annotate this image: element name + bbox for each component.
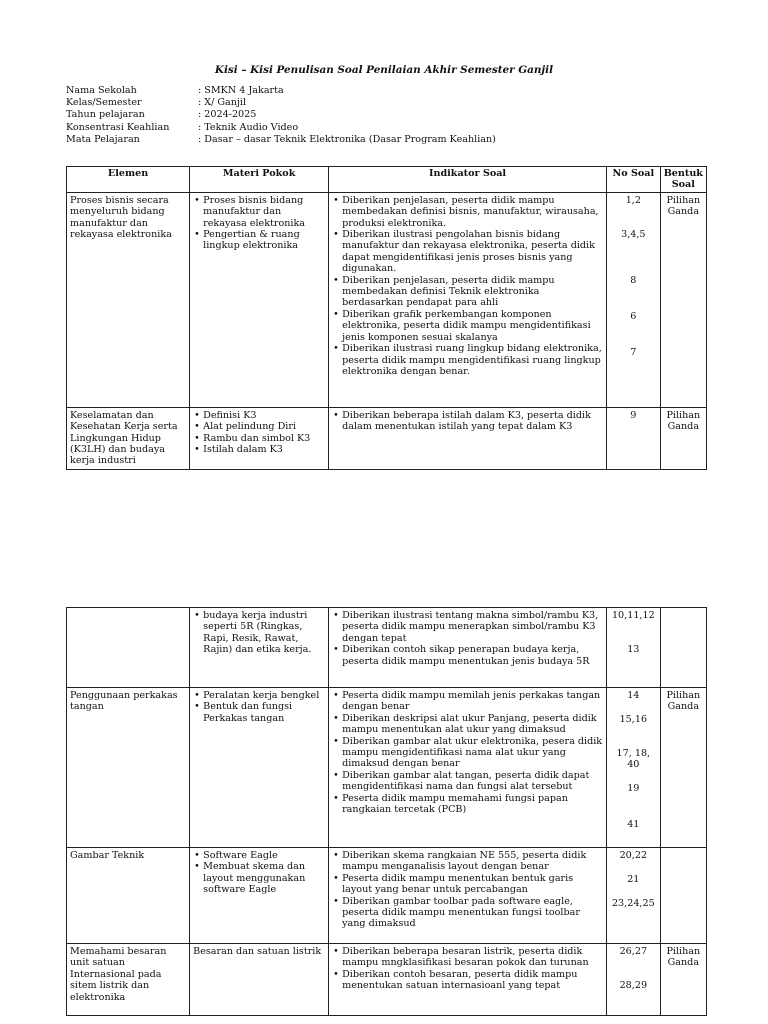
materi-item: • Bentuk dan fungsi Perkakas tangan [203,701,325,724]
header-materi: Materi Pokok [190,167,329,193]
indikator-item: • Diberikan gambar alat tangan, peserta didik dapat mengidentifikasi nama dan fungsi alat tersebut [342,770,603,793]
kisi-table-page-1 [66,166,707,470]
bentuk-soal-cell: Pilihan Ganda [660,944,706,1016]
bentuk-soal-cell: Pilihan Ganda [660,192,706,407]
indikator-item: • Diberikan deskripsi alat ukur Panjang, peserta didik mampu menentukan alat ukur yang dimaksud [342,713,603,736]
indikator-item: • Diberikan gambar toolbar pada software eagle, peserta didik mampu menentukan fungsi toolbar yang dimaksud [342,896,603,930]
elemen-cell: Keselamatan dan Kesehatan Kerja serta Lingkungan Hidup (K3LH) dan budaya kerja industri [67,407,190,469]
no-soal-value: 23,24,25 [611,898,655,909]
header-elemen: Elemen [67,167,190,193]
no-soal-value: 41 [627,819,640,830]
no-soal-value: 17, 18, 40 [616,748,651,771]
no-soal-value: 13 [627,644,640,655]
indikator-item: • Diberikan contoh besaran, peserta didik mampu menentukan satuan internasioanl yang tepat [342,969,603,992]
document-title: Kisi – Kisi Penulisan Soal Penilaian Akhir Semester Ganjil [214,64,554,76]
bentuk-soal-cell [660,608,706,688]
materi-item: • Alat pelindung Diri [203,421,325,432]
header-indikator: Indikator Soal [329,167,607,193]
header-no-soal: No Soal [606,167,660,193]
materi-cell [190,192,329,407]
indikator-item: • Diberikan gambar alat ukur elektronika, pesera didik mampu mengidentifikasi nama alat ukur yang dimaksud dengan benar [342,736,603,770]
info-value: : Teknik Audio Video [198,121,299,133]
info-value: : 2024-2025 [198,109,257,121]
elemen-cell: Gambar Teknik [67,848,190,944]
indikator-item: • Diberikan skema rangkaian NE 555, peserta didik mampu menganalisis layout dengan benar [342,850,603,873]
materi-cell [190,608,329,688]
bentuk-soal-cell: Pilihan Ganda [660,407,706,469]
indikator-item: • Diberikan penjelasan, peserta didik mampu membedakan definisi bisnis, manufaktur, wirausaha, produksi elektronika. [342,195,603,229]
materi-item: • Rambu dan simbol K3 [203,433,325,444]
table-header-row [67,167,707,193]
indikator-cell [329,848,607,944]
materi-item: • Definisi K3 [203,410,325,421]
no-soal-value: 21 [627,874,640,885]
elemen-cell: Proses bisnis secara menyeluruh bidang manufaktur dan rekayasa elektronika [67,192,190,407]
no-soal-cell [606,407,660,469]
materi-item: • Pengertian & ruang lingkup elektronika [203,229,325,252]
no-soal-value: 8 [630,274,637,286]
no-soal-value: 20,22 [619,850,648,861]
info-label: Konsentrasi Keahlian [66,121,170,133]
info-label: Nama Sekolah [66,85,137,96]
table-row [67,608,707,688]
indikator-item: • Diberikan beberapa besaran listrik, peserta didik mampu mngklasifikasi besaran pokok dan turunan [342,946,603,969]
no-soal-value: 10,11,12 [611,610,655,621]
materi-item: • budaya kerja industri seperti 5R (Ringkas, Rapi, Resik, Rawat, Rajin) dan etika kerja. [203,610,325,656]
elemen-cell: Memahami besaran unit satuan Internasional pada sitem listrik dan elektronika [67,944,190,1016]
indikator-item: • Diberikan ilustrasi tentang makna simbol/rambu K3, peserta didik mampu menerapkan simbol/rambu K3 dengan tepat [342,610,603,644]
materi-item: • Membuat skema dan layout menggunakan software Eagle [203,861,325,895]
materi-item: • Proses bisnis bidang manufaktur dan rekayasa elektronika [203,195,325,229]
info-label: Kelas/Semester [66,97,142,109]
elemen-cell: Penggunaan perkakas tangan [67,688,190,848]
no-soal-value: 14 [627,690,640,701]
no-soal-value: 15,16 [619,714,648,725]
indikator-item: • Diberikan beberapa istilah dalam K3, peserta didik dalam menentukan istilah yang tepat dalam K3 [342,410,603,433]
no-soal-value: 7 [630,346,637,358]
info-row [66,85,706,97]
table-row [67,192,707,407]
materi-item: • Istilah dalam K3 [203,444,325,455]
materi-item: • Peralatan kerja bengkel [203,690,325,701]
no-soal-cell [606,688,660,848]
indikator-cell [329,944,607,1016]
no-soal-value: 19 [627,783,640,794]
info-row [66,122,706,134]
no-soal-value: 1,2 [625,194,641,206]
table-row [67,848,707,944]
indikator-item: • Peserta didik mampu memilah jenis perkakas tangan dengan benar [342,690,603,713]
no-soal-value: 26,27 [619,946,648,957]
materi-item: • Software Eagle [203,850,325,861]
no-soal-cell [606,192,660,407]
indikator-item: • Diberikan ilustrasi ruang lingkup bidang elektronika, peserta didik mampu mengidentifikasi ruang lingkup elektronika dengan benar. [342,343,603,377]
indikator-item: • Diberikan ilustrasi pengolahan bisnis bidang manufaktur dan rekayasa elektronika, peserta didik dapat mengidentifikasi jenis proses bisnis yang digunakan. [342,229,603,275]
info-row [66,134,706,146]
indikator-cell [329,608,607,688]
indikator-item: • Diberikan penjelasan, peserta didik mampu membedakan definisi Teknik elektronika berdasarkan pendapat para ahli [342,275,603,309]
materi-cell [190,407,329,469]
no-soal-value: 3,4,5 [621,228,646,240]
materi-cell [190,688,329,848]
info-row [66,109,706,121]
info-value: : X/ Ganjil [198,97,247,109]
indikator-item: • Diberikan grafik perkembangan komponen elektronika, peserta didik mampu mengidentifikasi jenis komponen sesuai skalanya [342,309,603,343]
school-info [66,85,706,146]
bentuk-soal-cell: Pilihan Ganda [660,688,706,848]
info-value: : Dasar – dasar Teknik Elektronika (Dasar Program Keahlian) [198,133,496,145]
no-soal-cell [606,608,660,688]
no-soal-value: 6 [630,310,637,322]
indikator-item: • Diberikan contoh sikap penerapan budaya kerja, peserta didik mampu menentukan jenis budaya 5R [342,644,603,667]
indikator-cell [329,688,607,848]
header-bentuk-soal: Bentuk Soal [660,167,706,193]
table-row [67,944,707,1016]
indikator-item: • Peserta didik mampu memahami fungsi papan rangkaian tercetak (PCB) [342,793,603,816]
no-soal-cell [606,848,660,944]
info-label: Tahun pelajaran [66,109,145,121]
table-row [67,688,707,848]
info-row [66,97,706,109]
bentuk-soal-cell [660,848,706,944]
indikator-cell [329,407,607,469]
no-soal-value: 28,29 [619,980,648,991]
indikator-cell [329,192,607,407]
info-value: : SMKN 4 Jakarta [198,85,284,96]
kisi-table-page-2 [66,607,707,1016]
elemen-cell [67,608,190,688]
table-row [67,407,707,469]
materi-cell [190,848,329,944]
no-soal-cell [606,944,660,1016]
materi-cell: Besaran dan satuan listrik [190,944,329,1016]
indikator-item: • Peserta didik mampu menentukan bentuk garis layout yang benar untuk percabangan [342,873,603,896]
info-label: Mata Pelajaran [66,133,140,145]
no-soal-value: 9 [630,409,637,421]
